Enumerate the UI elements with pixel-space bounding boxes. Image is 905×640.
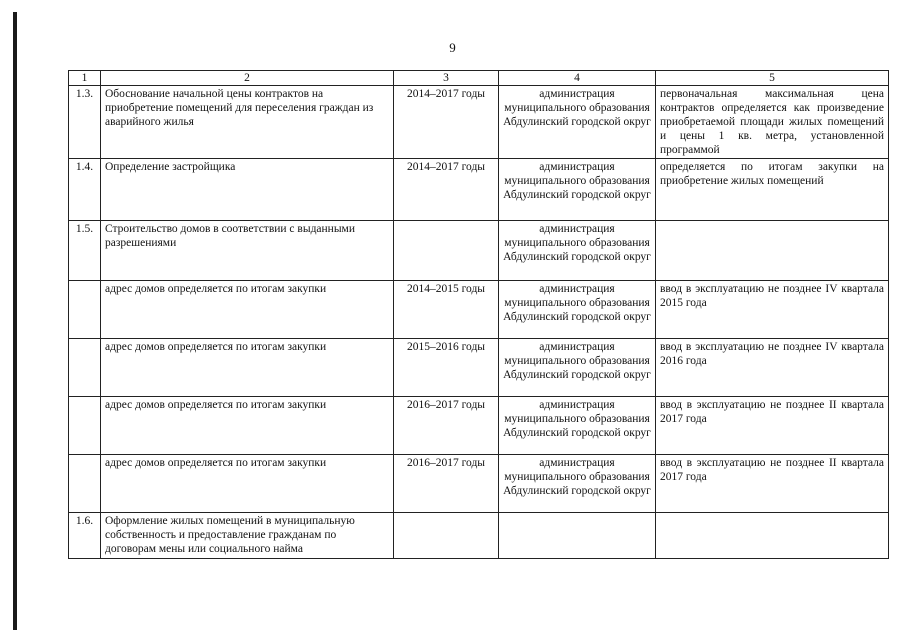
table-row [69,339,889,397]
result-cell: ввод в эксплуатацию не позднее II квартала 2017 года [656,397,889,455]
row-number: 1.3. [69,86,101,159]
activity-cell: адрес домов определяется по итогам закупки [101,339,394,397]
table-row [69,397,889,455]
column-header: 4 [499,71,656,86]
responsible-cell: администрация муниципального образования Абдулинский городской округ [499,86,656,159]
activity-cell: адрес домов определяется по итогам закупки [101,281,394,339]
row-number: 1.4. [69,159,101,221]
table-row [69,221,889,281]
result-cell: определяется по итогам закупки на приобретение жилых помещений [656,159,889,221]
period-cell [394,513,499,559]
responsible-cell: администрация муниципального образования Абдулинский городской округ [499,159,656,221]
program-table [68,70,889,559]
row-number [69,281,101,339]
activity-cell: Строительство домов в соответствии с выданными разрешениями [101,221,394,281]
result-cell: ввод в эксплуатацию не позднее IV квартала 2015 года [656,281,889,339]
column-header: 5 [656,71,889,86]
responsible-cell: администрация муниципального образования Абдулинский городской округ [499,221,656,281]
page-number: 9 [449,40,456,55]
activity-cell: адрес домов определяется по итогам закупки [101,455,394,513]
result-cell: ввод в эксплуатацию не позднее IV квартала 2016 года [656,339,889,397]
table-row [69,281,889,339]
period-cell: 2016–2017 годы [394,397,499,455]
responsible-cell: администрация муниципального образования Абдулинский городской округ [499,455,656,513]
responsible-cell: администрация муниципального образования Абдулинский городской округ [499,339,656,397]
result-cell [656,221,889,281]
result-cell [656,513,889,559]
result-cell: первоначальная максимальная цена контрактов определяется как произведение приобретаемой площади жилых помещений и цены 1 кв. метра, установленной программой [656,86,889,159]
responsible-cell: администрация муниципального образования Абдулинский городской округ [499,397,656,455]
page-left-border [13,12,17,630]
row-number: 1.6. [69,513,101,559]
table-row [69,513,889,559]
activity-cell: Оформление жилых помещений в муниципальную собственность и предоставление гражданам по договорам мены или социального найма [101,513,394,559]
period-cell: 2015–2016 годы [394,339,499,397]
table-row [69,159,889,221]
period-cell: 2016–2017 годы [394,455,499,513]
header-row [69,71,889,86]
activity-cell: Определение застройщика [101,159,394,221]
period-cell: 2014–2015 годы [394,281,499,339]
column-header: 1 [69,71,101,86]
row-number [69,339,101,397]
row-number: 1.5. [69,221,101,281]
result-cell: ввод в эксплуатацию не позднее II квартала 2017 года [656,455,889,513]
responsible-cell [499,513,656,559]
responsible-cell: администрация муниципального образования Абдулинский городской округ [499,281,656,339]
period-cell [394,221,499,281]
row-number [69,455,101,513]
period-cell: 2014–2017 годы [394,159,499,221]
activity-cell: Обоснование начальной цены контрактов на приобретение помещений для переселения граждан из аварийного жилья [101,86,394,159]
column-header: 2 [101,71,394,86]
table-row [69,455,889,513]
period-cell: 2014–2017 годы [394,86,499,159]
column-header: 3 [394,71,499,86]
table-row [69,86,889,159]
activity-cell: адрес домов определяется по итогам закупки [101,397,394,455]
row-number [69,397,101,455]
